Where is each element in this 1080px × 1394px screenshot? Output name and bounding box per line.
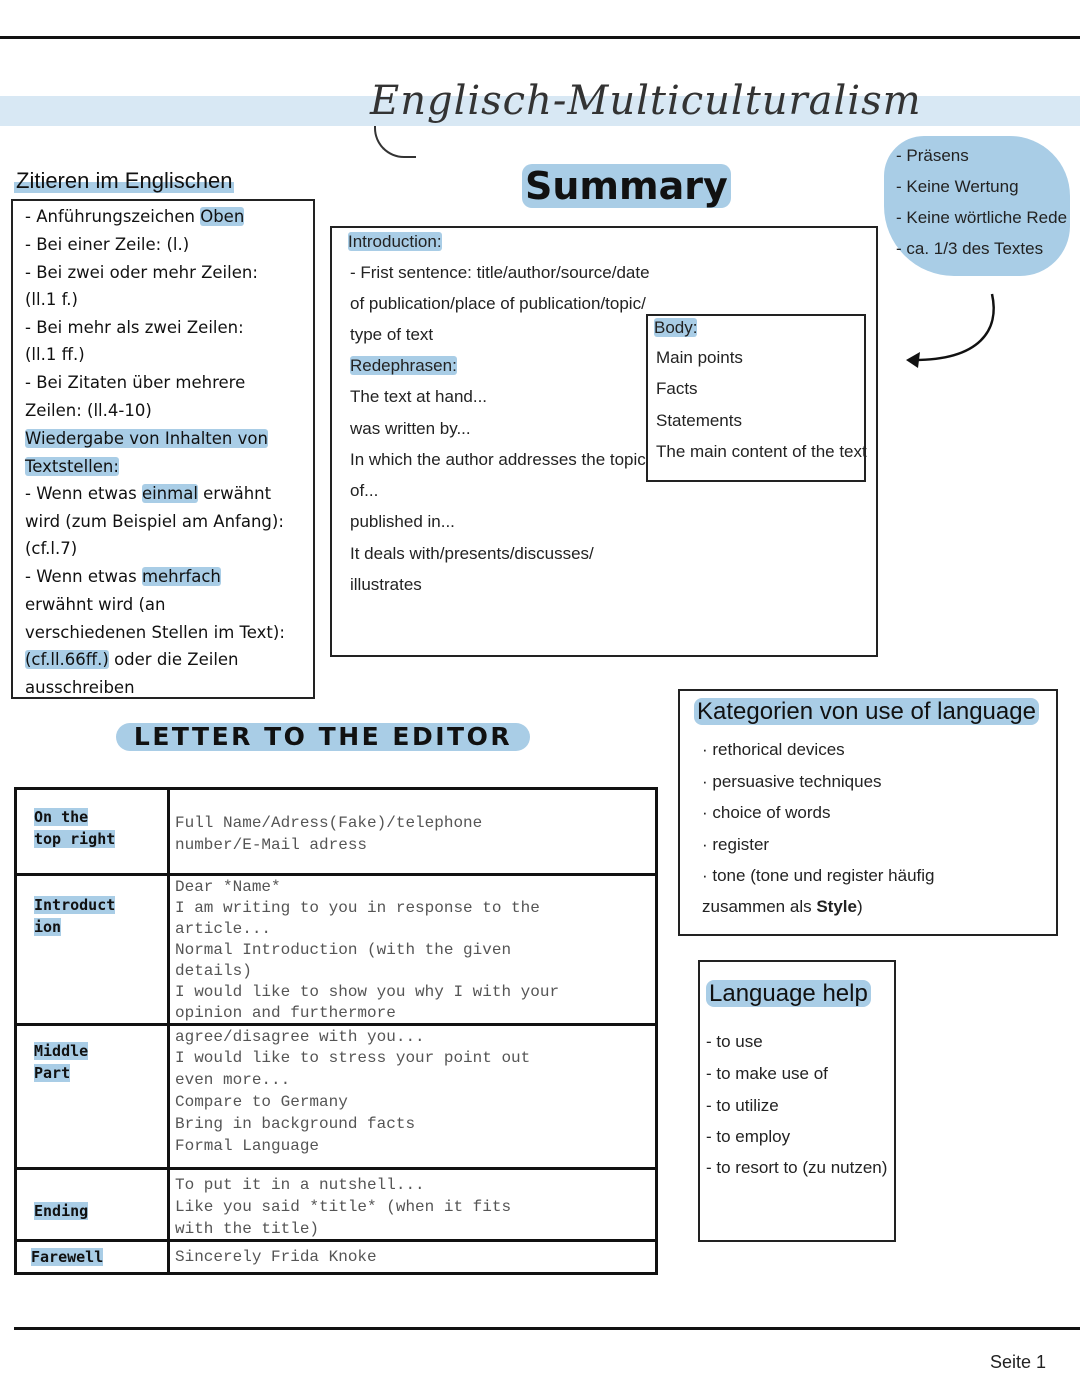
summary-body-label: Body: bbox=[654, 318, 698, 337]
zitieren-line: Wiedergabe von Inhalten von bbox=[25, 429, 268, 448]
row-label: Ending bbox=[34, 1202, 89, 1220]
table-column-divider bbox=[167, 790, 170, 1272]
zitieren-line: - Wenn etwas einmal erwähnt bbox=[25, 484, 272, 503]
title-flourish bbox=[374, 126, 416, 158]
row-text: Compare to Germany bbox=[175, 1093, 348, 1111]
language-help-line: - to resort to (zu nutzen) bbox=[706, 1158, 888, 1177]
row-text: with the title) bbox=[175, 1220, 320, 1238]
kategorien-line: zusammen als Style) bbox=[702, 897, 863, 916]
zitieren-line: - Bei Zitaten über mehrere bbox=[25, 373, 246, 392]
row-text: article... bbox=[175, 920, 272, 938]
row-text: To put it in a nutshell... bbox=[175, 1176, 425, 1194]
table-row bbox=[17, 876, 655, 1026]
summary-body-box bbox=[646, 314, 866, 482]
zitieren-line: ausschreiben bbox=[25, 678, 135, 697]
zitieren-line: erwähnt wird (an bbox=[25, 595, 166, 614]
zitieren-line: (cf.l.7) bbox=[25, 539, 78, 558]
row-label: Introduct ion bbox=[34, 896, 116, 936]
kategorien-line: · register bbox=[702, 835, 770, 854]
row-text: Full Name/Adress(Fake)/telephone bbox=[175, 814, 483, 832]
row-text: agree/disagree with you... bbox=[175, 1028, 425, 1046]
summary-line: The text at hand... bbox=[350, 387, 488, 406]
summary-body-line: Facts bbox=[656, 379, 698, 398]
letter-table bbox=[14, 787, 658, 1275]
summary-line: It deals with/presents/discusses/ bbox=[350, 544, 594, 563]
zitieren-line: - Bei zwei oder mehr Zeilen: bbox=[25, 263, 258, 282]
summary-line: - Frist sentence: title/author/source/date bbox=[350, 263, 650, 282]
kategorien-line: · rethorical devices bbox=[702, 740, 845, 759]
zitieren-line: - Anführungszeichen Oben bbox=[25, 207, 245, 226]
row-text: I am writing to you in response to the bbox=[175, 899, 540, 917]
row-text: even more... bbox=[175, 1071, 291, 1089]
zitieren-line: (cf.ll.66ff.) oder die Zeilen bbox=[25, 650, 239, 669]
language-help-line: - to use bbox=[706, 1032, 763, 1051]
row-label: Middle Part bbox=[34, 1042, 89, 1082]
page-title: Englisch-Multiculturalism bbox=[370, 78, 922, 124]
zitieren-heading: Zitieren im Englischen bbox=[16, 168, 233, 193]
kategorien-heading: Kategorien von use of language bbox=[694, 698, 1039, 726]
summary-intro-label: Introduction: bbox=[348, 232, 442, 251]
cloud-line: - ca. 1/3 des Textes bbox=[896, 239, 1044, 258]
table-row bbox=[17, 1242, 655, 1272]
language-help-line: - to employ bbox=[706, 1127, 791, 1146]
row-text: Bring in background facts bbox=[175, 1115, 416, 1133]
zitieren-line: (ll.1 ff.) bbox=[25, 345, 85, 364]
table-row bbox=[17, 790, 655, 876]
table-row bbox=[17, 1026, 655, 1170]
bottom-rule bbox=[14, 1327, 1080, 1330]
kategorien-line: · tone (tone und register häufig bbox=[702, 866, 935, 885]
cloud-line: - Keine Wertung bbox=[896, 177, 1019, 196]
letter-heading: LETTER TO THE EDITOR bbox=[116, 723, 530, 751]
row-text: details) bbox=[175, 962, 252, 980]
summary-heading: Summary bbox=[522, 164, 731, 208]
summary-line: of... bbox=[350, 481, 379, 500]
zitieren-box bbox=[11, 199, 315, 699]
table-row bbox=[17, 1170, 655, 1242]
summary-line: type of text bbox=[350, 325, 434, 344]
row-text: I would like to show you why I with your bbox=[175, 983, 560, 1001]
summary-line: illustrates bbox=[350, 575, 422, 594]
summary-body-line: The main content of the text bbox=[656, 442, 867, 461]
curved-arrow-icon bbox=[900, 290, 1000, 380]
zitieren-line: verschiedenen Stellen im Text): bbox=[25, 623, 285, 642]
row-text: number/E-Mail adress bbox=[175, 836, 368, 854]
row-label: Farewell bbox=[31, 1248, 104, 1266]
cloud-line: - Präsens bbox=[896, 146, 969, 165]
zitieren-line: (ll.1 f.) bbox=[25, 290, 78, 309]
zitieren-line: Zeilen: (ll.4-10) bbox=[25, 401, 152, 420]
language-help-heading: Language help bbox=[706, 980, 871, 1008]
zitieren-line: - Wenn etwas mehrfach bbox=[25, 567, 221, 586]
row-text: I would like to stress your point out bbox=[175, 1049, 531, 1067]
summary-line: of publication/place of publication/topic/ bbox=[350, 294, 646, 313]
row-label: On the top right bbox=[34, 808, 116, 848]
row-text: Normal Introduction (with the given bbox=[175, 941, 512, 959]
summary-line: In which the author addresses the topic bbox=[350, 450, 646, 469]
kategorien-line: · choice of words bbox=[702, 803, 831, 822]
zitieren-line: Textstellen: bbox=[25, 457, 119, 476]
zitieren-line: - Bei mehr als zwei Zeilen: bbox=[25, 318, 244, 337]
summary-body-line: Main points bbox=[656, 348, 743, 367]
row-text: Formal Language bbox=[175, 1137, 320, 1155]
summary-line: published in... bbox=[350, 512, 455, 531]
summary-redephrasen: Redephrasen: bbox=[350, 356, 457, 375]
row-text: Sincerely Frida Knoke bbox=[175, 1248, 377, 1266]
summary-line: was written by... bbox=[350, 419, 471, 438]
summary-body-line: Statements bbox=[656, 411, 742, 430]
row-text: opinion and furthermore bbox=[175, 1004, 396, 1022]
page-number: Seite 1 bbox=[990, 1352, 1047, 1372]
row-text: Like you said *title* (when it fits bbox=[175, 1198, 512, 1216]
language-help-line: - to utilize bbox=[706, 1096, 779, 1115]
zitieren-line: - Bei einer Zeile: (l.) bbox=[25, 235, 190, 254]
top-rule bbox=[0, 36, 1080, 39]
row-text: Dear *Name* bbox=[175, 878, 281, 896]
kategorien-line: · persuasive techniques bbox=[702, 772, 882, 791]
zitieren-line: wird (zum Beispiel am Anfang): bbox=[25, 512, 284, 531]
cloud-line: - Keine wörtliche Rede bbox=[896, 208, 1068, 227]
language-help-line: - to make use of bbox=[706, 1064, 828, 1083]
